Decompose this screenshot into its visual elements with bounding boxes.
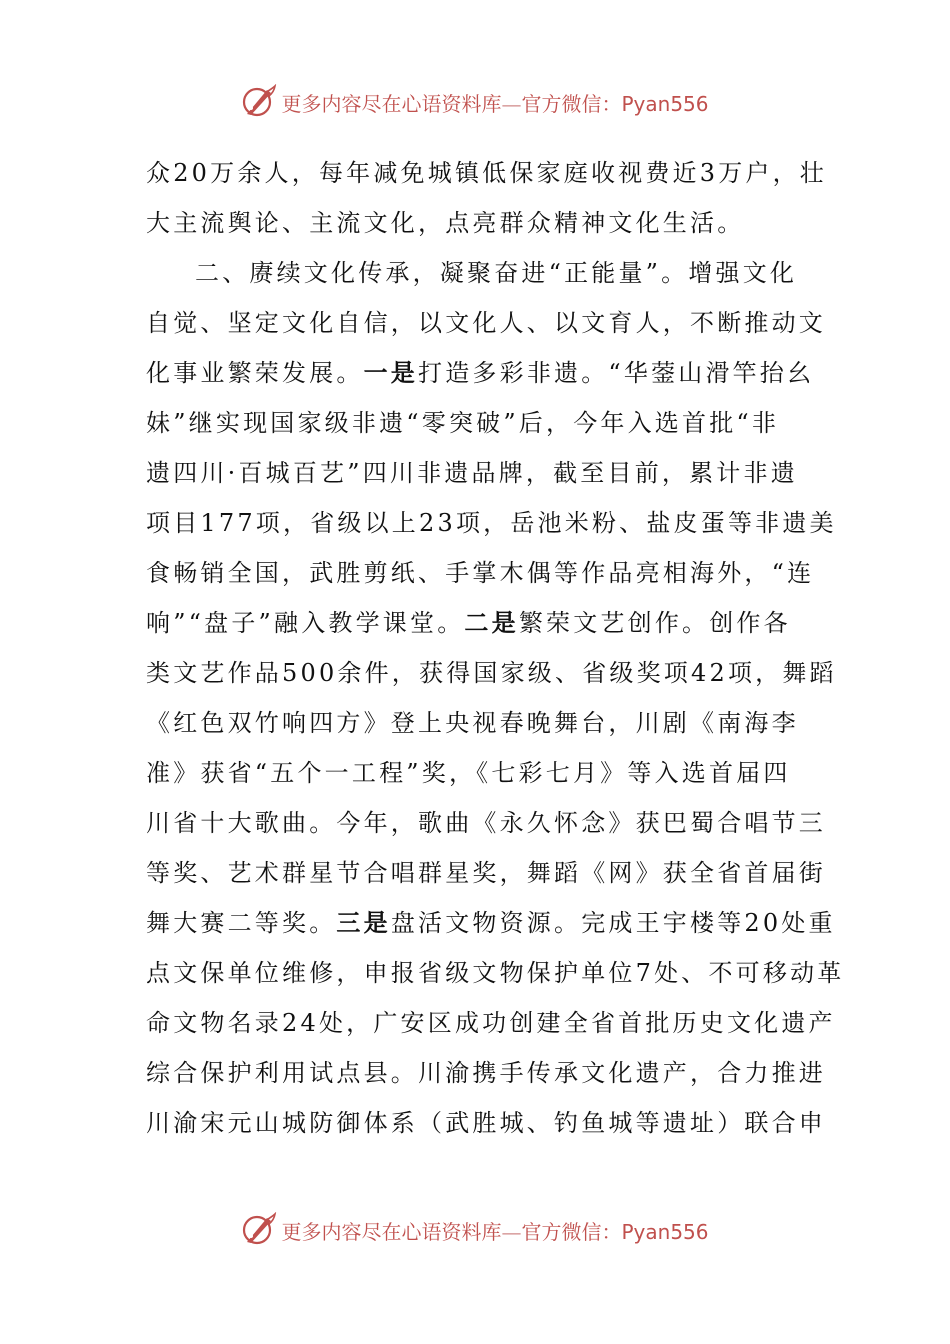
text-line: 川渝宋元山城防御体系（武胜城、钓鱼城等遗址）联合申 — [146, 1109, 826, 1137]
text-segment: 盘活文物资源。完成王宇楼等20处重 — [390, 909, 836, 937]
banner-separator: — — [501, 91, 522, 116]
text-line: 等奖、艺术群星节合唱群星奖，舞蹈《网》获全省首届街 — [146, 859, 826, 887]
text-segment: 打造多彩非遗。“华蓥山滑竿抬幺 — [418, 359, 815, 387]
text-line — [146, 598, 808, 648]
bold-keyword: 一是 — [363, 358, 419, 387]
text-line: 综合保护利用试点县。川渝携手传承文化遗产，合力推进 — [146, 1059, 826, 1087]
text-line: 点文保单位维修，申报省级文物保护单位7处、不可移动革 — [146, 959, 845, 987]
banner-text — [281, 1216, 708, 1245]
text-segment: 繁荣文艺创作。创作各 — [518, 609, 791, 637]
text-line: 《红色双竹响四方》登上央视春晚舞台，川剧《南海李 — [146, 709, 799, 737]
banner-text — [281, 88, 708, 117]
banner-wechat-label: 官方微信： — [521, 1219, 622, 1244]
text-line: 遗四川·百城百艺”四川非遗品牌，截至目前，累计非遗 — [146, 459, 798, 487]
text-line: 众20万余人，每年减免城镇低保家庭收视费近3万户，壮 — [146, 159, 828, 187]
banner-wechat-id: Pyan556 — [621, 1219, 709, 1244]
text-line — [146, 898, 836, 948]
quill-logo-icon — [241, 84, 277, 120]
text-line: 类文艺作品500余件，获得国家级、省级奖项42项，舞蹈 — [146, 659, 837, 687]
text-segment: 舞大赛二等奖。 — [146, 909, 337, 937]
document-body — [146, 148, 845, 1148]
text-line: 川省十大歌曲。今年，歌曲《永久怀念》获巴蜀合唱节三 — [146, 809, 826, 837]
banner-label: 更多内容尽在心语资料库 — [281, 1219, 502, 1244]
text-line — [146, 348, 815, 398]
bold-keyword: 三是 — [336, 908, 391, 937]
text-line: 命文物名录24处，广安区成功创建全省首批历史文化遗产 — [146, 1009, 836, 1037]
bold-keyword: 二是 — [464, 608, 519, 637]
text-line: 自觉、坚定文化自信，以文化人、以文育人，不断推动文 — [146, 309, 826, 337]
banner-wechat-id: Pyan556 — [621, 91, 709, 116]
section-heading-line: 二、赓续文化传承，凝聚奋进“正能量”。增强文化 — [195, 259, 798, 287]
text-line: 妹”继实现国家级非遗“零突破”后，今年入选首批“非 — [146, 409, 780, 437]
quill-logo-icon — [241, 1212, 277, 1248]
text-line: 准》获省“五个一工程”奖，《七彩七月》等入选首届四 — [146, 759, 791, 787]
text-segment: 化事业繁荣发展。 — [146, 359, 364, 387]
footer-banner — [0, 1210, 950, 1250]
text-line: 大主流舆论、主流文化，点亮群众精神文化生活。 — [146, 209, 745, 237]
banner-separator: — — [501, 1219, 522, 1244]
text-line: 食畅销全国，武胜剪纸、手掌木偶等作品亮相海外，“连 — [146, 559, 815, 587]
banner-label: 更多内容尽在心语资料库 — [281, 91, 502, 116]
banner-wechat-label: 官方微信： — [521, 91, 622, 116]
header-banner — [0, 82, 950, 122]
text-segment: 响”“盘子”融入教学课堂。 — [146, 609, 465, 637]
text-line: 项目177项，省级以上23项，岳池米粉、盐皮蛋等非遗美 — [146, 509, 837, 537]
